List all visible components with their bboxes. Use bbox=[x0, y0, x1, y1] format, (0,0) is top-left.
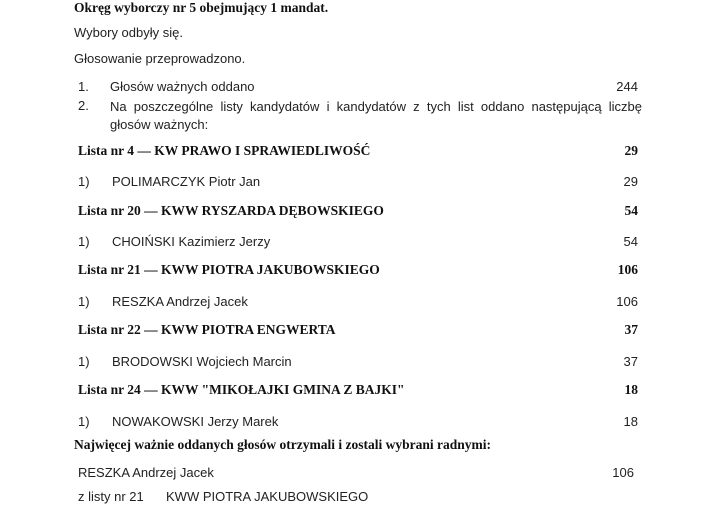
elections-held-text: Wybory odbyły się. bbox=[74, 25, 183, 40]
list-total: 29 bbox=[624, 143, 638, 158]
candidate-number: 1) bbox=[78, 414, 90, 429]
candidate-votes: 18 bbox=[623, 414, 638, 429]
list-total: 37 bbox=[624, 322, 638, 337]
point-text: Na poszczególne listy kandydatów i kandydatów z tych list oddano następującą liczbę głosów ważnych: bbox=[110, 99, 642, 132]
candidate-name: POLIMARCZYK Piotr Jan bbox=[112, 174, 261, 189]
candidate-number: 1) bbox=[78, 174, 90, 189]
list-total: 106 bbox=[617, 262, 638, 277]
candidate-number: 1) bbox=[78, 354, 90, 369]
list-title: Lista nr 24 — KWW "MIKOŁAJKI GMINA Z BAJKI" bbox=[78, 382, 405, 397]
elected-list-prefix: z listy nr 21 bbox=[78, 489, 144, 504]
elected-list-name: KWW PIOTRA JAKUBOWSKIEGO bbox=[166, 489, 369, 504]
candidate-votes: 29 bbox=[623, 174, 638, 189]
candidate-votes: 106 bbox=[616, 294, 638, 309]
candidate-name: CHOIŃSKI Kazimierz Jerzy bbox=[112, 234, 271, 249]
voting-conducted-text: Głosowanie przeprowadzono. bbox=[74, 51, 246, 66]
list-title: Lista nr 21 — KWW PIOTRA JAKUBOWSKIEGO bbox=[78, 262, 380, 277]
elected-name: RESZKA Andrzej Jacek bbox=[78, 465, 214, 480]
list-total: 54 bbox=[624, 203, 638, 218]
elected-heading: Najwięcej ważnie oddanych głosów otrzymali i zostali wybrani radnymi: bbox=[74, 437, 491, 452]
candidate-name: RESZKA Andrzej Jacek bbox=[112, 294, 248, 309]
candidate-number: 1) bbox=[78, 234, 90, 249]
elected-votes: 106 bbox=[612, 465, 634, 480]
candidate-name: NOWAKOWSKI Jerzy Marek bbox=[112, 414, 279, 429]
candidate-name: BRODOWSKI Wojciech Marcin bbox=[112, 354, 292, 369]
valid-votes-total: 244 bbox=[616, 79, 638, 94]
point-text: Głosów ważnych oddano bbox=[110, 79, 255, 94]
point-number: 2. bbox=[78, 98, 89, 113]
list-total: 18 bbox=[624, 382, 638, 397]
candidate-votes: 54 bbox=[623, 234, 638, 249]
list-title: Lista nr 4 — KW PRAWO I SPRAWIEDLIWOŚĆ bbox=[78, 143, 371, 158]
district-heading: Okręg wyborczy nr 5 obejmujący 1 mandat. bbox=[74, 0, 329, 15]
list-title: Lista nr 20 — KWW RYSZARDA DĘBOWSKIEGO bbox=[78, 203, 384, 218]
point-number: 1. bbox=[78, 79, 89, 94]
candidate-number: 1) bbox=[78, 294, 90, 309]
candidate-votes: 37 bbox=[623, 354, 638, 369]
list-title: Lista nr 22 — KWW PIOTRA ENGWERTA bbox=[78, 322, 336, 337]
